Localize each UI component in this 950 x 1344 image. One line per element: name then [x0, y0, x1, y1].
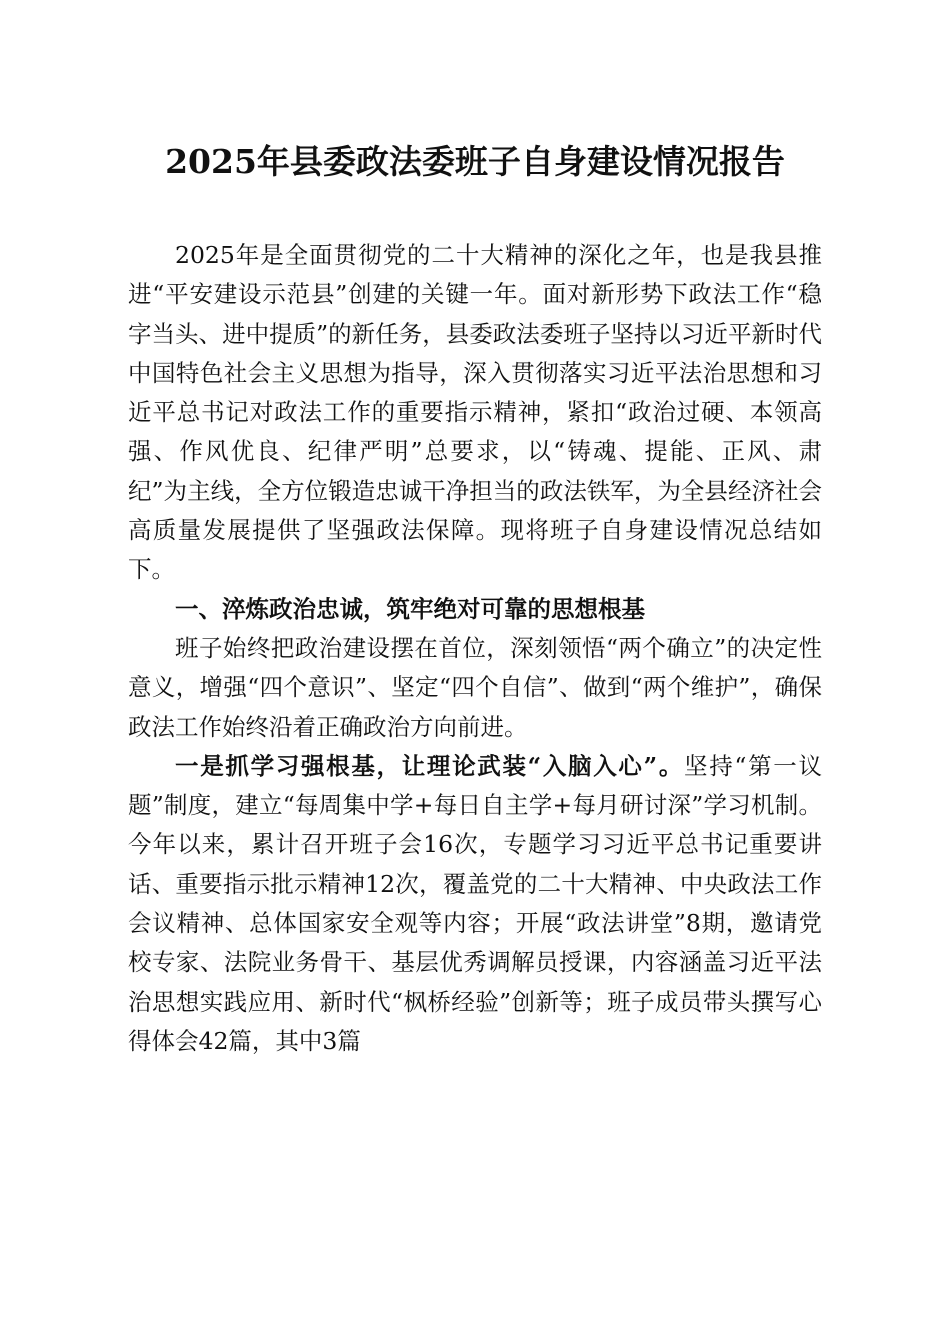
- point1-lead-sentence: 一是抓学习强根基，让理论武装“入脑入心”。: [175, 751, 685, 780]
- section1-paragraph: 班子始终把政治建设摆在首位，深刻领悟“两个确立”的决定性意义，增强“四个意识”、坚定“四个自信”、做到“两个维护”，确保政法工作始终沿着正确政治方向前进。: [128, 633, 822, 741]
- section-heading-1: 一、淬炼政治忠诚，筑牢绝对可靠的思想根基: [175, 594, 645, 623]
- intro-paragraph: 2025年是全面贯彻党的二十大精神的深化之年，也是我县推进“平安建设示范县”创建的关键一年。面对新形势下政法工作“稳字当头、进中提质”的新任务，县委政法委班子坚持以习近平新时代中国特色社会主义思想为指导，深入贯彻落实习近平法治思想和习近平总书记对政法工作的重要指示精神，紧扣“政治过硬、本领高强、作风优良、纪律严明”总要求，以“铸魂、提能、正风、肃纪”为主线，全方位锻造忠诚干净担当的政法铁军，为全县经济社会高质量发展提供了坚强政法保障。现将班子自身建设情况总结如下。: [128, 241, 822, 584]
- document-body: [128, 236, 822, 1061]
- document-title: 2025年县委政法委班子自身建设情况报告: [165, 142, 785, 181]
- point1-body-text: 坚持“第一议题”制度，建立“每周集中学+每日自主学+每月研讨深”学习机制。今年以来，累计召开班子会16次，专题学习习近平总书记重要讲话、重要指示批示精神12次，覆盖党的二十大精神、中央政法工作会议精神、总体国家安全观等内容；开展“政法讲堂”8期，邀请党校专家、法院业务骨干、基层优秀调解员授课，内容涵盖习近平法治思想实践应用、新时代“枫桥经验”创新等；班子成员带头撰写心得体会42篇，其中3篇: [128, 751, 822, 1055]
- section1-point1-paragraph: [128, 747, 822, 1061]
